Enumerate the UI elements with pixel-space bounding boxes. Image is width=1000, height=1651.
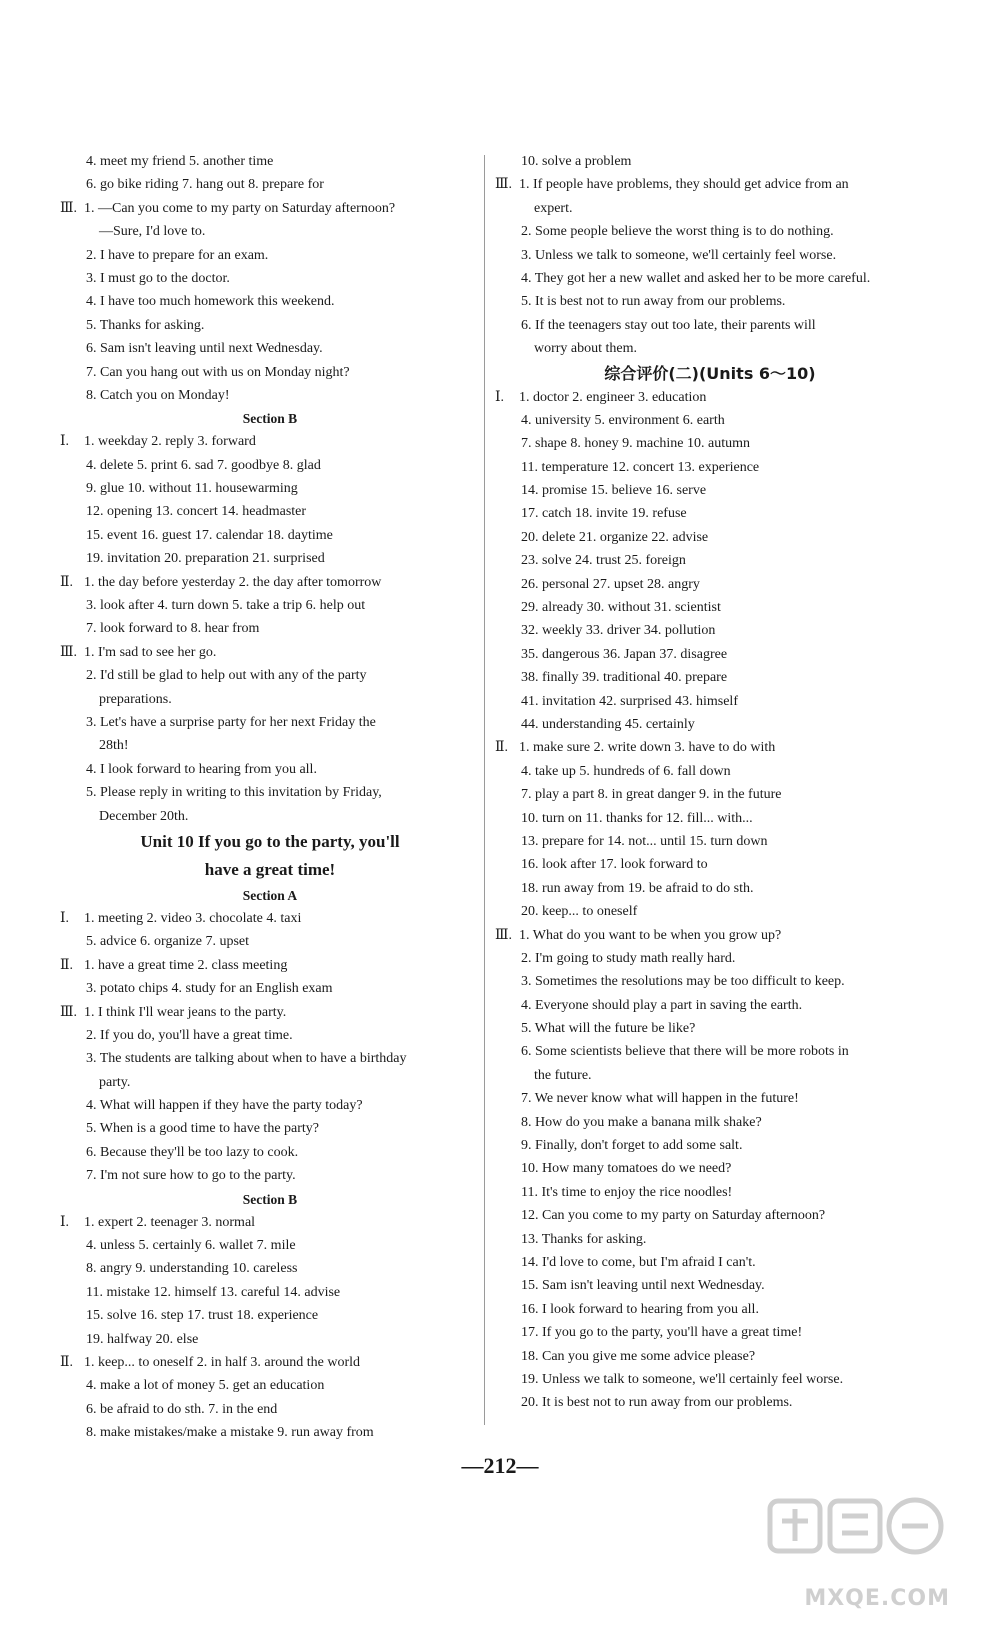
answer-line [60, 954, 480, 977]
answer-line [60, 1141, 480, 1164]
answer-text: preparations. [99, 691, 172, 707]
section-heading: Section B [242, 411, 298, 427]
answer-text: 7. Can you hang out with us on Monday night? [86, 364, 350, 380]
right-column [495, 150, 925, 1415]
answer-line [495, 526, 925, 549]
part-numeral: Ⅱ. [495, 740, 509, 756]
answer-text: 4. delete 5. print 6. sad 7. goodbye 8. glad [86, 457, 321, 473]
answer-text: 6. Sam isn't leaving until next Wednesday. [86, 341, 323, 357]
answer-line [495, 1298, 925, 1321]
answer-text: 8. Catch you on Monday! [86, 387, 230, 403]
answer-line [60, 384, 480, 407]
answer-line [495, 267, 925, 290]
answer-text: 3. Unless we talk to someone, we'll certainly feel worse. [521, 247, 837, 263]
answer-line [60, 711, 480, 734]
answer-line [495, 1368, 925, 1391]
answer-text: 4. What will happen if they have the party today? [86, 1098, 363, 1114]
review-title: 综合评价(二)(Units 6～10) [604, 363, 816, 383]
answer-line [60, 907, 480, 930]
part-numeral: Ⅲ. [60, 1004, 78, 1020]
answer-text: 20. delete 21. organize 22. advise [521, 529, 709, 545]
answer-text: party. [99, 1074, 131, 1090]
part-numeral: Ⅲ. [495, 927, 513, 943]
answer-line [495, 1134, 925, 1157]
answer-text: 1. weekday 2. reply 3. forward [84, 434, 256, 450]
answer-text: 6. Because they'll be too lazy to cook. [86, 1144, 299, 1160]
answer-line [60, 547, 480, 570]
answer-line [60, 290, 480, 313]
answer-text: 1. meeting 2. video 3. chocolate 4. taxi [84, 910, 302, 926]
answer-text: 4. take up 5. hundreds of 6. fall down [521, 763, 731, 779]
answer-line [60, 1304, 480, 1327]
answer-text: 5. It is best not to run away from our problems. [521, 294, 786, 310]
answer-line [495, 1321, 925, 1344]
answer-text: 2. If you do, you'll have a great time. [86, 1027, 293, 1043]
answer-text: 23. solve 24. trust 25. foreign [521, 553, 686, 569]
answer-text: 20. keep... to oneself [521, 904, 638, 920]
answer-text: 7. shape 8. honey 9. machine 10. autumn [521, 436, 751, 452]
answer-line [60, 930, 480, 953]
answer-text: 13. prepare for 14. not... until 15. turn down [521, 833, 768, 849]
answer-text: 8. angry 9. understanding 10. careless [86, 1261, 298, 1277]
answer-line [60, 337, 480, 360]
answer-text: 26. personal 27. upset 28. angry [521, 576, 700, 592]
answer-text: 12. Can you come to my party on Saturday afternoon? [521, 1208, 826, 1224]
answer-line [495, 900, 925, 923]
part-numeral: Ⅰ. [60, 434, 70, 450]
answer-line [60, 173, 480, 196]
answer-line [60, 1374, 480, 1397]
answer-text: 4. meet my friend 5. another time [86, 154, 274, 169]
answer-text: 38. finally 39. traditional 40. prepare [521, 670, 728, 686]
answer-text: 32. weekly 33. driver 34. pollution [521, 623, 716, 639]
answer-text: 18. Can you give me some advice please? [521, 1348, 756, 1364]
answer-line [495, 409, 925, 432]
part-numeral: Ⅲ. [60, 644, 78, 660]
answer-line [60, 571, 480, 594]
part-numeral: Ⅱ. [60, 957, 74, 973]
answer-stamp-icon [760, 1491, 950, 1581]
answer-text: 2. I have to prepare for an exam. [86, 247, 269, 263]
answer-line [60, 454, 480, 477]
answer-line [60, 1001, 480, 1024]
answer-text: 4. I look forward to hearing from you all. [86, 761, 317, 777]
answer-text: 13. Thanks for asking. [521, 1231, 647, 1247]
answer-line [495, 1204, 925, 1227]
watermark [760, 1491, 950, 1611]
answer-text: 1. expert 2. teenager 3. normal [84, 1214, 256, 1230]
answer-text: 15. Sam isn't leaving until next Wednesday. [521, 1278, 765, 1294]
answer-text: the future. [534, 1067, 592, 1083]
answer-text: 20. It is best not to run away from our problems. [521, 1395, 793, 1411]
answer-line [60, 688, 480, 711]
answer-line [495, 877, 925, 900]
answer-line [495, 807, 925, 830]
watermark-text: MXQE.COM [804, 1586, 950, 1611]
answer-text: 7. play a part 8. in great danger 9. in the future [521, 787, 782, 803]
part-numeral: Ⅲ. [60, 200, 78, 216]
answer-line [495, 1181, 925, 1204]
answer-line [60, 1164, 480, 1187]
answer-text: 18. run away from 19. be afraid to do sth. [521, 880, 754, 896]
part-numeral: Ⅱ. [60, 574, 74, 590]
answer-text: —Sure, I'd love to. [99, 224, 206, 240]
answer-line [495, 432, 925, 455]
answer-text: 1. keep... to oneself 2. in half 3. around the world [84, 1354, 361, 1370]
answer-line [495, 713, 925, 736]
answer-line [60, 314, 480, 337]
answer-line [60, 1211, 480, 1234]
answer-line [60, 664, 480, 687]
answer-text: 8. How do you make a banana milk shake? [521, 1114, 762, 1130]
answer-text: 5. When is a good time to have the party? [86, 1121, 320, 1137]
part-numeral: Ⅰ. [60, 910, 70, 926]
answer-line [495, 1157, 925, 1180]
answer-line [495, 1228, 925, 1251]
left-column [60, 150, 480, 1445]
answer-line [60, 1328, 480, 1351]
answer-line [495, 479, 925, 502]
answer-text: 19. invitation 20. preparation 21. surprised [86, 551, 325, 567]
answer-line [495, 1274, 925, 1297]
answer-text: 17. If you go to the party, you'll have a great time! [521, 1325, 803, 1341]
answer-line [60, 1024, 480, 1047]
answer-text: 2. I'd still be glad to help out with any of the party [86, 668, 367, 684]
answer-text: 6. be afraid to do sth. 7. in the end [86, 1401, 278, 1417]
answer-text: 4. They got her a new wallet and asked her to be more careful. [521, 270, 871, 286]
answer-line [60, 524, 480, 547]
answer-line [60, 617, 480, 640]
answer-text: 17. catch 18. invite 19. refuse [521, 506, 687, 522]
answer-line [60, 594, 480, 617]
answer-line [60, 1398, 480, 1421]
answer-line [495, 783, 925, 806]
answer-line [495, 244, 925, 267]
answer-line [495, 619, 925, 642]
answer-line [60, 1117, 480, 1140]
answer-text: 41. invitation 42. surprised 43. himself [521, 693, 738, 709]
section-heading: Section B [242, 1191, 298, 1207]
answer-line [495, 1040, 925, 1063]
answer-line [495, 643, 925, 666]
answer-line [495, 220, 925, 243]
answer-line [60, 641, 480, 664]
answer-text: 4. university 5. environment 6. earth [521, 412, 725, 428]
answer-text: 16. I look forward to hearing from you all. [521, 1301, 759, 1317]
answer-line [495, 853, 925, 876]
answer-text: 4. I have too much homework this weekend. [86, 294, 335, 310]
answer-line [60, 1094, 480, 1117]
answer-text: 1. What do you want to be when you grow up? [519, 927, 782, 943]
answer-text: 1. the day before yesterday 2. the day after tomorrow [84, 574, 382, 590]
answer-text: 5. Thanks for asking. [86, 317, 205, 333]
answer-text: 5. advice 6. organize 7. upset [86, 934, 250, 950]
answer-line [495, 736, 925, 759]
answer-line [495, 947, 925, 970]
answer-text: 10. turn on 11. thanks for 12. fill... with... [521, 810, 753, 826]
answer-line [60, 430, 480, 453]
answer-text: 28th! [99, 738, 129, 754]
unit-title: have a great time! [204, 859, 336, 879]
answer-line [60, 758, 480, 781]
answer-text: 16. look after 17. look forward to [521, 857, 708, 873]
answer-line [495, 1087, 925, 1110]
answer-text: 11. temperature 12. concert 13. experience [521, 459, 760, 475]
answer-line [60, 1047, 480, 1070]
answer-line [60, 220, 480, 243]
answer-line [60, 1234, 480, 1257]
answer-text: 19. halfway 20. else [86, 1331, 199, 1347]
answer-text: 3. The students are talking about when to have a birthday [86, 1051, 407, 1067]
answer-line [495, 197, 925, 220]
answer-line [60, 805, 480, 828]
answer-line [495, 666, 925, 689]
answer-line [60, 1257, 480, 1280]
answer-text: 3. look after 4. turn down 5. take a trip 6. help out [86, 598, 366, 614]
answer-text: 3. Let's have a surprise party for her next Friday the [86, 714, 376, 730]
answer-line [60, 1351, 480, 1374]
answer-line [60, 734, 480, 757]
answer-text: 2. Some people believe the worst thing is to do nothing. [521, 224, 834, 240]
answer-text: 11. It's time to enjoy the rice noodles! [521, 1184, 733, 1200]
answer-text: 1. make sure 2. write down 3. have to do with [519, 740, 776, 756]
answer-text: 11. mistake 12. himself 13. careful 14. advise [86, 1284, 341, 1300]
answer-text: 6. Some scientists believe that there will be more robots in [521, 1044, 849, 1060]
answer-text: 1. I think I'll wear jeans to the party. [84, 1004, 287, 1020]
answer-line [495, 290, 925, 313]
answer-line [495, 173, 925, 196]
answer-line [60, 267, 480, 290]
answer-text: 10. How many tomatoes do we need? [521, 1161, 732, 1177]
answer-text: 1. If people have problems, they should get advice from an [519, 177, 849, 193]
answer-text: 15. event 16. guest 17. calendar 18. daytime [86, 527, 333, 543]
answer-line [495, 1345, 925, 1368]
answer-line [60, 1421, 480, 1444]
answer-line [495, 337, 925, 360]
answer-text: 5. What will the future be like? [521, 1021, 696, 1037]
answer-text: 2. I'm going to study math really hard. [521, 950, 736, 966]
answer-line [60, 150, 480, 173]
answer-line [60, 500, 480, 523]
answer-text: 6. go bike riding 7. hang out 8. prepare for [86, 177, 324, 193]
answer-line [495, 690, 925, 713]
answer-text: 14. promise 15. believe 16. serve [521, 483, 707, 499]
answer-line [495, 549, 925, 572]
answer-text: 15. solve 16. step 17. trust 18. experience [86, 1308, 319, 1324]
answer-line [495, 970, 925, 993]
answer-line [495, 596, 925, 619]
answer-line [495, 1391, 925, 1414]
answer-text: 4. make a lot of money 5. get an education [86, 1378, 325, 1394]
answer-text: 19. Unless we talk to someone, we'll certainly feel worse. [521, 1371, 844, 1387]
answer-line [495, 386, 925, 409]
answer-text: 29. already 30. without 31. scientist [521, 600, 721, 616]
answer-line [495, 924, 925, 947]
answer-text: 1. —Can you come to my party on Saturday afternoon? [84, 200, 396, 216]
answer-text: 7. I'm not sure how to go to the party. [86, 1168, 296, 1184]
answer-line [495, 502, 925, 525]
answer-text: worry about them. [534, 341, 638, 357]
answer-text: 12. opening 13. concert 14. headmaster [86, 504, 307, 520]
answer-text: 4. unless 5. certainly 6. wallet 7. mile [86, 1238, 296, 1254]
answer-line [495, 150, 925, 173]
answer-text: 1. I'm sad to see her go. [84, 644, 217, 660]
column-divider [484, 155, 485, 1425]
answer-text: 14. I'd love to come, but I'm afraid I can't. [521, 1254, 756, 1270]
page-number: —212— [461, 1453, 539, 1478]
part-numeral: Ⅰ. [60, 1214, 70, 1230]
answer-line [495, 830, 925, 853]
section-heading: Section A [242, 887, 298, 903]
answer-text: 8. make mistakes/make a mistake 9. run away from [86, 1425, 374, 1441]
answer-line [495, 1111, 925, 1134]
answer-text: 9. Finally, don't forget to add some salt. [521, 1138, 743, 1154]
answer-line [495, 573, 925, 596]
answer-text: 6. If the teenagers stay out too late, their parents will [521, 317, 816, 333]
answer-line [60, 244, 480, 267]
answer-text: 7. look forward to 8. hear from [86, 621, 260, 637]
answer-line [60, 1281, 480, 1304]
answer-line [495, 994, 925, 1017]
answer-text: 7. We never know what will happen in the future! [521, 1091, 799, 1107]
answer-text: 44. understanding 45. certainly [521, 716, 695, 732]
answer-line [60, 1071, 480, 1094]
answer-text: 3. Sometimes the resolutions may be too difficult to keep. [521, 974, 845, 990]
answer-line [60, 977, 480, 1000]
answer-line [60, 197, 480, 220]
answer-line [495, 314, 925, 337]
part-numeral: Ⅰ. [495, 389, 505, 405]
answer-line [60, 361, 480, 384]
answer-line [495, 1064, 925, 1087]
part-numeral: Ⅲ. [495, 177, 513, 193]
answer-text: 1. doctor 2. engineer 3. education [519, 389, 707, 405]
answer-text: December 20th. [99, 808, 189, 824]
answer-text: 10. solve a problem [521, 154, 632, 169]
answer-line [495, 1017, 925, 1040]
answer-text: 9. glue 10. without 11. housewarming [86, 481, 298, 497]
answer-line [495, 760, 925, 783]
answer-text: 3. potato chips 4. study for an English exam [86, 981, 333, 997]
answer-line [495, 1251, 925, 1274]
answer-text: 5. Please reply in writing to this invitation by Friday, [86, 785, 382, 801]
answer-text: 35. dangerous 36. Japan 37. disagree [521, 646, 728, 662]
answer-text: 4. Everyone should play a part in saving the earth. [521, 997, 803, 1013]
answer-line [60, 781, 480, 804]
part-numeral: Ⅱ. [60, 1354, 74, 1370]
answer-text: expert. [534, 200, 573, 216]
unit-title: Unit 10 If you go to the party, you'll [140, 831, 400, 851]
answer-text: 3. I must go to the doctor. [86, 270, 230, 286]
answer-text: 1. have a great time 2. class meeting [84, 957, 288, 973]
answer-line [60, 477, 480, 500]
answer-line [495, 456, 925, 479]
